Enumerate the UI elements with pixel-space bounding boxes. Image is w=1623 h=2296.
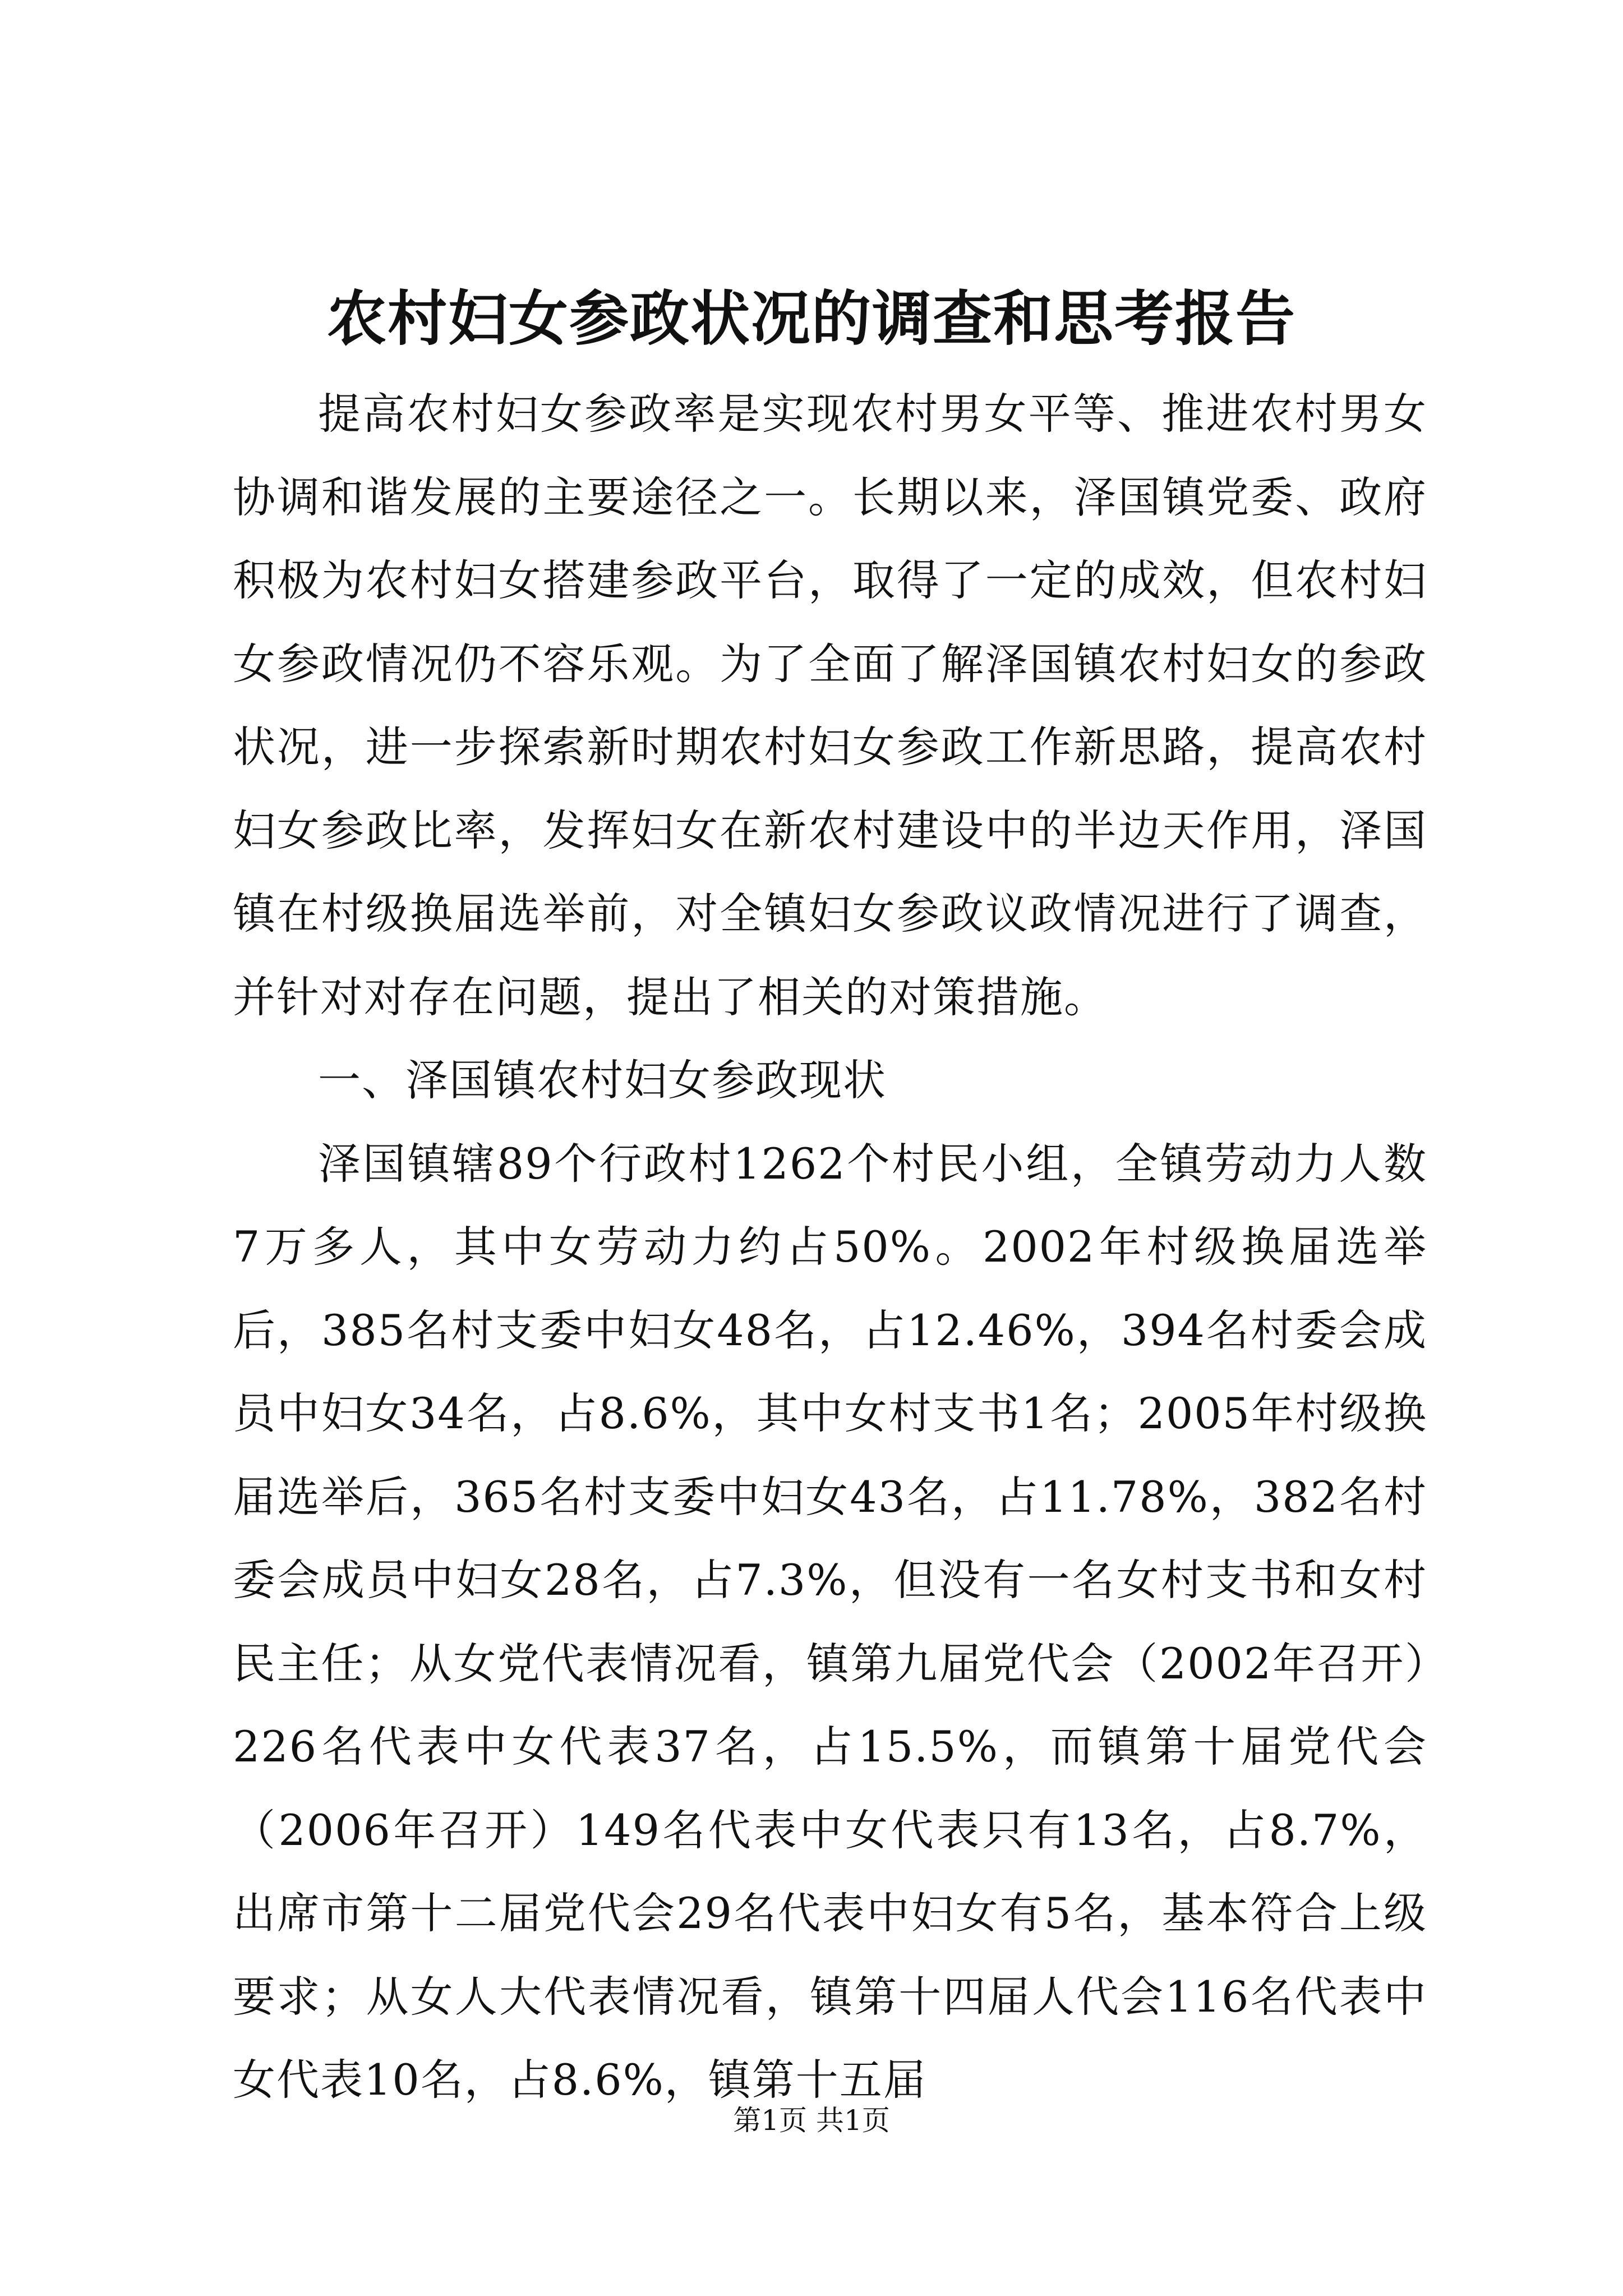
document-body <box>233 372 1427 2122</box>
page-number: 第1页 共1页 <box>733 2104 890 2137</box>
intro-paragraph: 提高农村妇女参政率是实现农村男女平等、推进农村男女协调和谐发展的主要途径之一。长期以来，泽国镇党委、政府积极为农村妇女搭建参政平台，取得了一定的成效，但农村妇女参政情况仍不容乐观。为了全面了解泽国镇农村妇女的参政状况，进一步探索新时期农村妇女参政工作新思路，提高农村妇女参政比率，发挥妇女在新农村建设中的半边天作用，泽国镇在村级换届选举前，对全镇妇女参政议政情况进行了调查，并针对对存在问题，提出了相关的对策措施。 <box>233 389 1427 1022</box>
document-title: 农村妇女参政状况的调查和思考报告 <box>327 283 1296 353</box>
status-paragraph: 泽国镇辖89个行政村1262个村民小组，全镇劳动力人数7万多人，其中女劳动力约占50%。2002年村级换届选举后，385名村支委中妇女48名，占12.46%，394名村委会成员中妇女34名，占8.6%，其中女村支书1名；2005年村级换届选举后，365名村支委中妇女43名，占11.78%，382名村委会成员中妇女28名，占7.3%，但没有一名女村支书和女村民主任；从女党代表情况看，镇第九届党代会（2002年召开）226名代表中女代表37名，占15.5%，而镇第十届党代会（2006年召开）149名代表中女代表只有13名，占8.7%，出席市第十二届党代会29名代表中妇女有5名，基本符合上级要求；从女人大代表情况看，镇第十四届人代会116名代表中女代表10名，占8.6%，镇第十五届 <box>233 1138 1427 2105</box>
page-footer <box>0 2101 1623 2140</box>
section-heading: 一、泽国镇农村妇女参政现状 <box>318 1055 887 1105</box>
